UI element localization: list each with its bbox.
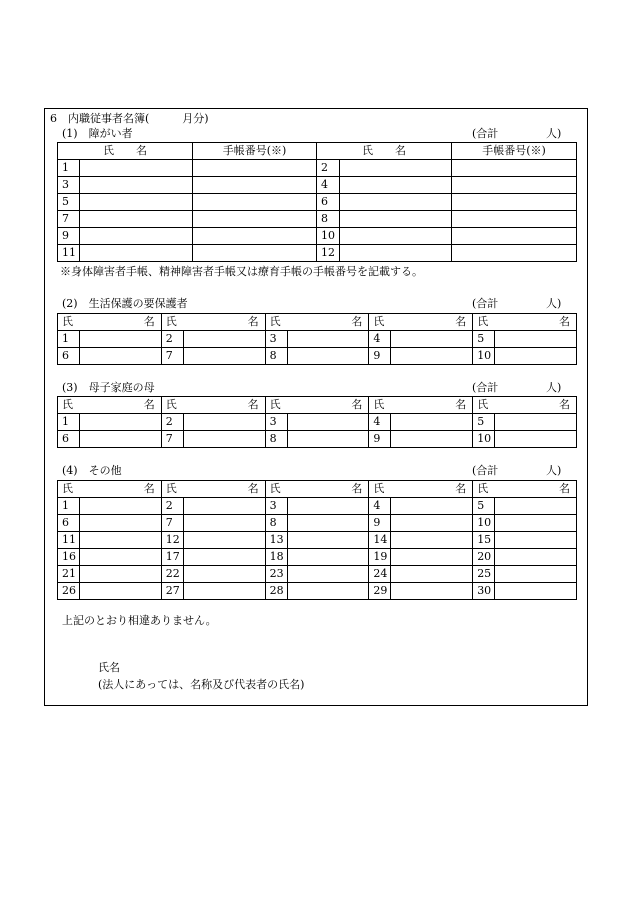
name-cell[interactable] [340,211,452,228]
table-row [58,194,577,211]
name-cell[interactable] [391,348,473,365]
name-cell[interactable] [495,566,577,583]
table-header-row [58,397,577,414]
row-number: 5 [473,498,495,515]
section-2-total-label: (合計 [472,297,499,310]
row-number: 8 [265,348,287,365]
table-row [58,431,577,448]
row-number: 28 [265,583,287,600]
row-number: 12 [317,245,340,262]
name-cell[interactable] [80,431,162,448]
row-number: 1 [58,414,80,431]
section-1-table [57,142,577,262]
booklet-number-cell[interactable] [193,160,317,177]
header-surname-label: 氏 [373,315,385,328]
name-cell[interactable] [287,549,369,566]
name-cell[interactable] [80,348,162,365]
row-number: 19 [369,549,391,566]
booklet-number-cell[interactable] [193,211,317,228]
header-name-right: 氏 名 [317,143,452,160]
row-number: 13 [265,532,287,549]
row-number: 4 [369,498,391,515]
header-given-label: 名 [351,482,363,495]
header-given-label: 名 [351,398,363,411]
row-number: 10 [473,348,495,365]
row-number: 3 [265,498,287,515]
name-cell[interactable] [495,549,577,566]
name-cell[interactable] [391,566,473,583]
row-number: 1 [58,331,80,348]
name-cell[interactable] [495,515,577,532]
name-cell[interactable] [495,331,577,348]
table-row [58,245,577,262]
header-given-label: 名 [558,482,570,495]
name-cell[interactable] [80,583,162,600]
name-cell[interactable] [80,245,193,262]
header-given-label: 名 [558,398,570,411]
booklet-number-cell[interactable] [193,177,317,194]
table-header-row [58,481,577,498]
header-given-label: 名 [247,398,259,411]
section-4-total-label: (合計 [472,464,499,477]
row-number: 3 [265,414,287,431]
name-cell[interactable] [287,583,369,600]
header-given-label: 名 [143,398,155,411]
section-2-table [57,313,577,365]
row-number: 11 [58,245,80,262]
header-name-cell [369,481,473,498]
table-header-row [58,314,577,331]
row-number: 29 [369,583,391,600]
name-cell[interactable] [183,532,265,549]
header-label [477,397,576,413]
table-row [58,498,577,515]
header-label [270,314,369,330]
row-number: 26 [58,583,80,600]
name-cell[interactable] [80,515,162,532]
row-number: 20 [473,549,495,566]
header-surname-label: 氏 [269,398,281,411]
section-1-heading: (1) 障がい者 [62,127,133,140]
row-number: 22 [161,566,183,583]
row-number: 7 [161,348,183,365]
name-cell[interactable] [391,583,473,600]
row-number: 10 [473,515,495,532]
name-cell[interactable] [495,348,577,365]
row-number: 1 [58,498,80,515]
name-cell[interactable] [495,583,577,600]
section-2-heading: (2) 生活保護の要保護者 [62,297,188,310]
header-surname-label: 氏 [477,315,489,328]
section-3-table [57,396,577,448]
header-given-label: 名 [351,315,363,328]
booklet-number-cell[interactable] [452,194,577,211]
name-cell[interactable] [183,498,265,515]
booklet-number-cell[interactable] [193,194,317,211]
row-number: 25 [473,566,495,583]
name-cell[interactable] [287,515,369,532]
header-name-cell [265,481,369,498]
header-surname-label: 氏 [62,398,73,411]
header-surname-label: 氏 [373,398,385,411]
header-name-left: 氏 名 [58,143,193,160]
form-title: 6 内職従事者名簿( 月分) [50,112,209,125]
row-number: 4 [369,331,391,348]
header-name-cell [473,481,577,498]
table-row [58,348,577,365]
name-cell[interactable] [340,245,452,262]
row-number: 2 [161,414,183,431]
table-row [58,160,577,177]
row-number: 30 [473,583,495,600]
name-cell[interactable] [183,549,265,566]
row-number: 6 [58,515,80,532]
table-row [58,515,577,532]
header-label [166,314,265,330]
row-number: 14 [369,532,391,549]
header-label [477,314,576,330]
name-cell[interactable] [80,228,193,245]
name-cell[interactable] [183,566,265,583]
header-name-cell [161,481,265,498]
name-cell[interactable] [183,414,265,431]
booklet-number-cell[interactable] [452,245,577,262]
booklet-number-cell[interactable] [193,245,317,262]
table-row [58,211,577,228]
header-given-label: 名 [455,315,467,328]
row-number: 21 [58,566,80,583]
header-given-label: 名 [247,315,259,328]
table-row [58,532,577,549]
name-cell[interactable] [80,566,162,583]
row-number: 8 [265,431,287,448]
name-cell[interactable] [183,583,265,600]
name-cell[interactable] [80,194,193,211]
name-cell[interactable] [391,331,473,348]
booklet-number-cell[interactable] [193,228,317,245]
header-surname-label: 氏 [269,315,281,328]
name-cell[interactable] [391,431,473,448]
section-3-total-unit: 人) [546,381,562,394]
header-surname-label: 氏 [165,482,177,495]
header-surname-label: 氏 [373,482,385,495]
header-label [166,481,265,497]
header-surname-label: 氏 [477,482,489,495]
name-cell[interactable] [340,160,452,177]
row-number: 23 [265,566,287,583]
row-number: 6 [58,348,80,365]
table-row [58,414,577,431]
header-name-cell [473,314,577,331]
section-4-heading: (4) その他 [62,464,122,477]
name-cell[interactable] [391,532,473,549]
row-number: 9 [369,515,391,532]
header-name-cell [161,314,265,331]
header-given-label: 名 [247,482,259,495]
row-number: 4 [369,414,391,431]
table-row [58,549,577,566]
row-number: 3 [265,331,287,348]
table-row [58,228,577,245]
header-surname-label: 氏 [62,315,73,328]
row-number: 12 [161,532,183,549]
row-number: 6 [58,431,80,448]
header-name-cell [161,397,265,414]
header-surname-label: 氏 [165,315,177,328]
row-number: 15 [473,532,495,549]
name-cell[interactable] [495,498,577,515]
name-cell[interactable] [340,228,452,245]
header-label [373,481,472,497]
table-row [58,177,577,194]
section-1-total-label: (合計 [472,127,499,140]
row-number: 24 [369,566,391,583]
name-cell[interactable] [391,549,473,566]
row-number: 17 [161,549,183,566]
row-number: 2 [317,160,340,177]
header-name-cell [58,481,162,498]
row-number: 1 [58,160,80,177]
name-cell[interactable] [495,532,577,549]
row-number: 7 [161,515,183,532]
row-number: 5 [473,414,495,431]
header-given-label: 名 [143,482,155,495]
booklet-number-cell[interactable] [452,160,577,177]
section-1-total-unit: 人) [546,127,562,140]
header-surname-label: 氏 [165,398,177,411]
table-header-row [58,143,577,160]
section-3-total-label: (合計 [472,381,499,394]
name-cell[interactable] [80,498,162,515]
row-number: 5 [58,194,80,211]
booklet-number-cell[interactable] [452,228,577,245]
header-surname-label: 氏 [269,482,281,495]
name-cell[interactable] [80,414,162,431]
name-cell[interactable] [80,177,193,194]
header-name-cell [58,314,162,331]
row-number: 27 [161,583,183,600]
name-cell[interactable] [340,194,452,211]
header-number-left: 手帳番号(※) [193,143,317,160]
name-cell[interactable] [287,348,369,365]
section-2-total-unit: 人) [546,297,562,310]
header-given-label: 名 [455,398,467,411]
name-cell[interactable] [80,532,162,549]
header-label [373,314,472,330]
row-number: 11 [58,532,80,549]
booklet-number-cell[interactable] [452,177,577,194]
declaration-text: 上記のとおり相違ありません。 [62,614,217,627]
name-cell[interactable] [183,515,265,532]
header-name-cell [473,397,577,414]
table-row [58,331,577,348]
name-cell[interactable] [495,414,577,431]
row-number: 4 [317,177,340,194]
header-label [270,481,369,497]
row-number: 9 [369,348,391,365]
name-cell[interactable] [287,331,369,348]
row-number: 2 [161,331,183,348]
row-number: 6 [317,194,340,211]
table-row [58,566,577,583]
name-cell[interactable] [80,331,162,348]
row-number: 7 [161,431,183,448]
header-label [270,397,369,413]
name-cell[interactable] [287,414,369,431]
name-cell[interactable] [183,348,265,365]
name-cell[interactable] [495,431,577,448]
header-name-cell [58,397,162,414]
row-number: 9 [58,228,80,245]
header-name-cell [265,397,369,414]
header-name-cell [369,397,473,414]
name-cell[interactable] [80,549,162,566]
section-3-heading: (3) 母子家庭の母 [62,381,155,394]
header-label [62,314,161,330]
name-cell[interactable] [287,498,369,515]
row-number: 3 [58,177,80,194]
row-number: 8 [265,515,287,532]
name-cell[interactable] [80,211,193,228]
name-cell[interactable] [80,160,193,177]
header-given-label: 名 [558,315,570,328]
signature-note: (法人にあっては、名称及び代表者の氏名) [98,678,305,691]
row-number: 10 [473,431,495,448]
row-number: 16 [58,549,80,566]
row-number: 7 [58,211,80,228]
name-cell[interactable] [183,431,265,448]
row-number: 8 [317,211,340,228]
name-cell[interactable] [391,515,473,532]
name-cell[interactable] [183,331,265,348]
name-cell[interactable] [287,431,369,448]
header-surname-label: 氏 [62,482,73,495]
header-label [166,397,265,413]
header-surname-label: 氏 [477,398,489,411]
name-cell[interactable] [391,498,473,515]
header-label [62,397,161,413]
row-number: 5 [473,331,495,348]
table-row [58,583,577,600]
header-label [62,481,161,497]
name-cell[interactable] [391,414,473,431]
header-label [477,481,576,497]
row-number: 18 [265,549,287,566]
header-label [373,397,472,413]
header-name-cell [369,314,473,331]
name-cell[interactable] [340,177,452,194]
header-given-label: 名 [143,315,155,328]
name-cell[interactable] [287,532,369,549]
booklet-number-cell[interactable] [452,211,577,228]
header-number-right: 手帳番号(※) [452,143,577,160]
name-cell[interactable] [287,566,369,583]
section-4-table [57,480,577,600]
section-1-note: ※身体障害者手帳、精神障害者手帳又は療育手帳の手帳番号を記載する。 [60,265,423,278]
signature-label: 氏名 [98,661,120,674]
header-given-label: 名 [455,482,467,495]
row-number: 2 [161,498,183,515]
section-4-total-unit: 人) [546,464,562,477]
header-name-cell [265,314,369,331]
row-number: 9 [369,431,391,448]
row-number: 10 [317,228,340,245]
